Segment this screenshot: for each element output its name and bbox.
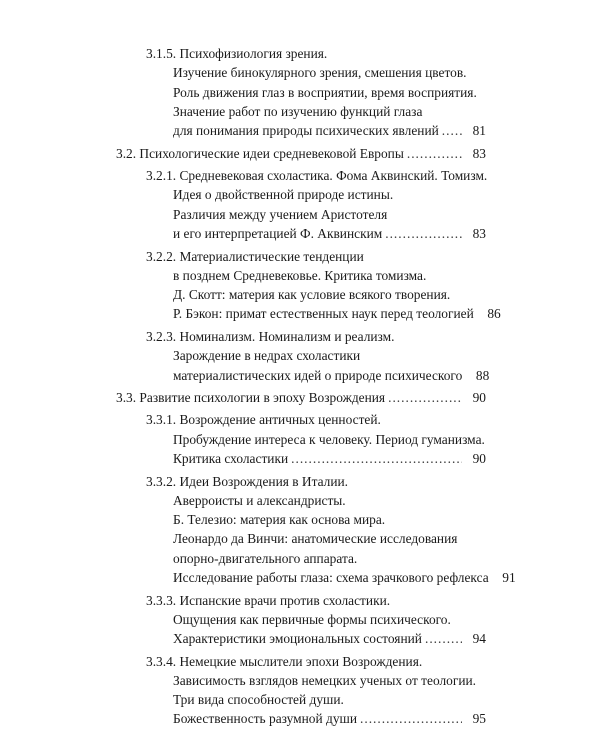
toc-entry xyxy=(0,44,600,63)
toc-entry-text: Р. Бэкон: примат естественных наук перед теологией xyxy=(173,306,474,322)
toc-entry-text: 3.3.4. Немецкие мыслители эпохи Возрождения. xyxy=(146,653,423,669)
toc-entry xyxy=(0,102,600,121)
page-number: 83 xyxy=(472,226,486,242)
dot-leader xyxy=(407,144,462,163)
toc-entry xyxy=(0,83,600,102)
toc-entry-text: Д. Скотт: материя как условие всякого творения. xyxy=(173,287,451,303)
toc-entry xyxy=(0,529,600,548)
toc-entry xyxy=(0,652,600,671)
toc-entry-text: Изучение бинокулярного зрения, смешения цветов. xyxy=(173,65,467,81)
toc-entry xyxy=(0,472,600,491)
toc-entry-text: Пробуждение интереса к человеку. Период гуманизма. xyxy=(173,431,485,447)
toc-entry-text: 3.3.2. Идеи Возрождения в Италии. xyxy=(146,473,349,489)
toc-entry-text: Значение работ по изучению функций глаза xyxy=(173,103,423,119)
toc-entry-text: опорно-двигательного аппарата. xyxy=(173,550,358,566)
toc-entry-with-page xyxy=(0,304,600,323)
toc-entry-text: Зарождение в недрах схоластики xyxy=(173,348,361,364)
toc-entry xyxy=(0,690,600,709)
dot-leader xyxy=(291,449,462,468)
toc-entry-with-page xyxy=(0,224,600,243)
toc-entry-text: Божественность разумной души xyxy=(173,711,357,727)
toc-entry xyxy=(0,610,600,629)
toc-entry-text: 3.3. Развитие психологии в эпоху Возрождения xyxy=(116,389,386,405)
toc-entry-text: материалистических идей о природе психического xyxy=(173,367,463,383)
toc-entry xyxy=(0,166,600,185)
toc-entry-text: Аверроисты и александристы. xyxy=(173,492,346,508)
toc-entry-text: Исследование работы глаза: схема зрачкового рефлекса xyxy=(173,570,489,586)
toc-entry xyxy=(0,63,600,82)
toc-entry xyxy=(0,285,600,304)
toc-entry xyxy=(0,671,600,690)
toc-entry xyxy=(0,510,600,529)
toc-entry-text: 3.3.1. Возрождение античных ценностей. xyxy=(146,412,381,428)
page-number: 83 xyxy=(472,145,486,161)
toc-entry-with-page xyxy=(0,709,600,728)
page-number: 90 xyxy=(472,389,486,405)
page-number: 94 xyxy=(472,631,486,647)
page-number: 88 xyxy=(475,367,490,383)
toc-entry-text: 3.2.2. Материалистические тенденции xyxy=(146,248,364,264)
toc-entry xyxy=(0,247,600,266)
toc-entry-text: 3.2.1. Средневековая схоластика. Фома Аквинский. Томизм. xyxy=(146,168,488,184)
toc-entry-text: и его интерпретацией Ф. Аквинским xyxy=(173,226,383,242)
toc-entry-with-page xyxy=(0,388,600,407)
toc-entry xyxy=(0,185,600,204)
toc-entry-with-page xyxy=(0,449,600,468)
toc-entry-text: для понимания природы психических явлений xyxy=(173,123,439,139)
table-of-contents xyxy=(0,44,600,729)
toc-entry xyxy=(0,346,600,365)
toc-entry-with-page xyxy=(0,144,600,163)
toc-entry xyxy=(0,549,600,568)
toc-entry-with-page xyxy=(0,629,600,648)
page-number: 81 xyxy=(472,123,486,139)
toc-entry-text: Зависимость взглядов немецких ученых от теологии. xyxy=(173,672,477,688)
toc-entry-text: 3.1.5. Психофизиология зрения. xyxy=(146,46,328,61)
page-number: 86 xyxy=(487,306,501,322)
toc-entry xyxy=(0,327,600,346)
toc-entry xyxy=(0,410,600,429)
toc-entry xyxy=(0,430,600,449)
toc-entry-text: Характеристики эмоциональных состояний xyxy=(173,631,422,647)
page-number: 91 xyxy=(502,570,516,586)
toc-entry-text: Идея о двойственной природе истины. xyxy=(173,187,394,203)
toc-entry xyxy=(0,491,600,510)
toc-entry-text: Различия между учением Аристотеля xyxy=(173,206,388,222)
page-number: 95 xyxy=(472,711,486,727)
dot-leader xyxy=(360,709,462,728)
toc-entry-text: 3.3.3. Испанские врачи против схоластики. xyxy=(146,592,391,608)
toc-entry-text: Ощущения как первичные формы психического. xyxy=(173,611,451,627)
toc-entry-with-page xyxy=(0,121,600,140)
dot-leader xyxy=(385,224,462,243)
dot-leader xyxy=(388,388,462,407)
toc-entry-text: 3.2. Психологические идеи средневековой Европы xyxy=(116,145,404,161)
dot-leader xyxy=(442,121,462,140)
toc-entry-text: Три вида способностей души. xyxy=(173,692,344,708)
dot-leader xyxy=(425,629,462,648)
toc-entry xyxy=(0,266,600,285)
page-number: 90 xyxy=(472,451,486,467)
toc-entry-text: в позднем Средневековье. Критика томизма. xyxy=(173,267,427,283)
toc-entry xyxy=(0,591,600,610)
toc-entry xyxy=(0,205,600,224)
toc-entry-text: Критика схоластики xyxy=(173,451,289,467)
toc-entry-text: Роль движения глаз в восприятии, время восприятия. xyxy=(173,84,477,100)
toc-entry-text: Б. Телезио: материя как основа мира. xyxy=(173,512,386,528)
toc-entry-text: Леонардо да Винчи: анатомические исследования xyxy=(173,531,458,547)
toc-entry-text: 3.2.3. Номинализм. Номинализм и реализм. xyxy=(146,328,395,344)
toc-entry-with-page xyxy=(0,366,600,385)
toc-entry-with-page xyxy=(0,568,600,587)
